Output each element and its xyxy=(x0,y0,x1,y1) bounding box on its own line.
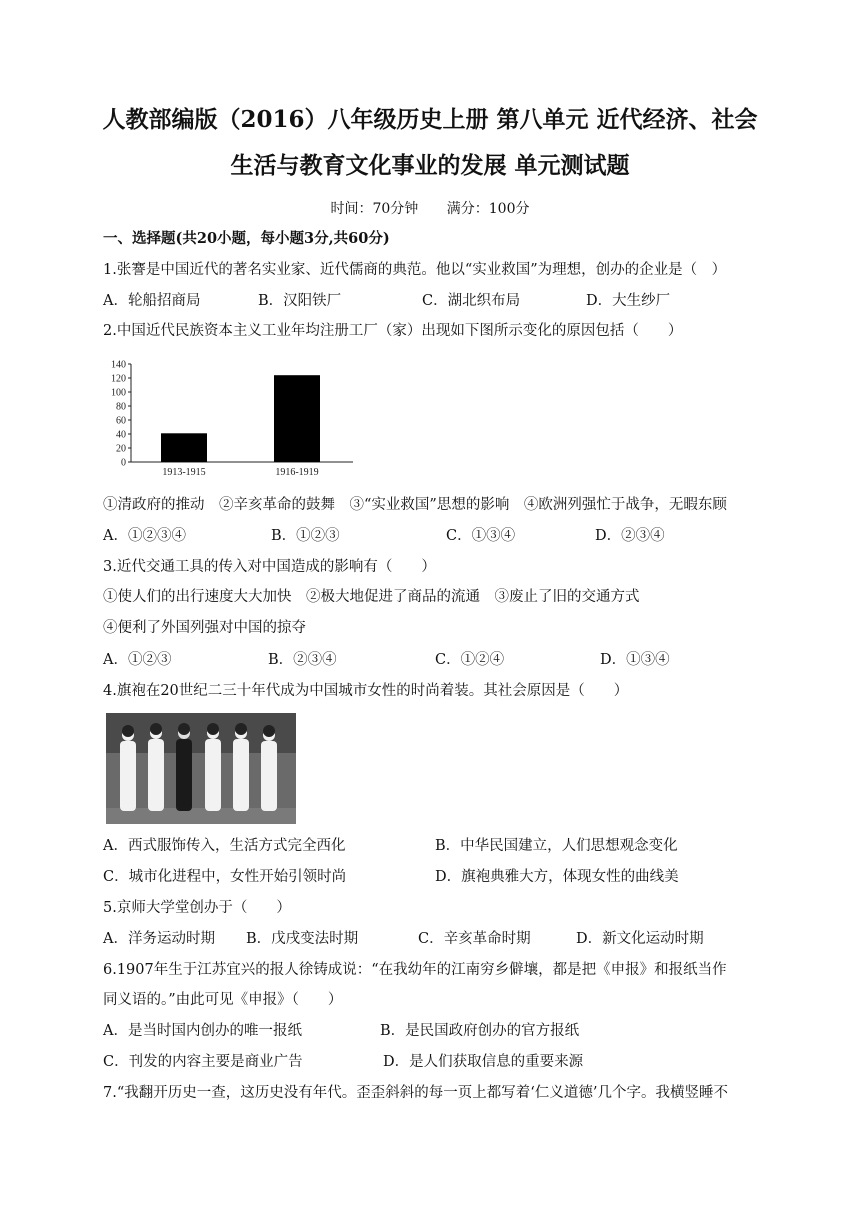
chart-y-tick-label: 60 xyxy=(116,415,126,427)
q3-option-d: D．①③④ xyxy=(600,652,670,668)
q1-option-d: D．大生纱厂 xyxy=(586,293,671,309)
question-1-stem: 1.张謇是中国近代的著名实业家、近代儒商的典范。他以“实业救国”为理想，创办的企业是（ ） xyxy=(103,262,727,278)
qipao-women-photo xyxy=(106,713,296,824)
question-3-stem: 3.近代交通工具的传入对中国造成的影响有（ ） xyxy=(103,559,436,575)
question-6-stem-2: 同义语的。”由此可见《申报》（ ） xyxy=(103,992,343,1008)
q4-option-a: A．西式服饰传入，生活方式完全西化 xyxy=(103,838,346,854)
document-title-line2: 生活与教育文化事业的发展 单元测试题 xyxy=(230,152,630,179)
q5-option-a: A．洋务运动时期 xyxy=(103,931,215,947)
q2-option-c: C．①③④ xyxy=(446,528,516,544)
q4-option-d: D．旗袍典雅大方，体现女性的曲线美 xyxy=(435,869,679,885)
question-2-items: ①清政府的推动 ②辛亥革命的鼓舞 ③“实业救国”思想的影响 ④欧洲列强忙于战争，无暇东顾 xyxy=(103,497,727,513)
q2-option-d: D．②③④ xyxy=(595,528,665,544)
section-heading: 一、选择题(共20小题，每小题3分,共60分) xyxy=(103,230,390,247)
chart-y-tick-label: 20 xyxy=(116,443,126,455)
q5-option-c: C．辛亥革命时期 xyxy=(418,931,531,947)
chart-y-tick-label: 80 xyxy=(116,401,126,413)
exam-meta xyxy=(0,198,860,218)
question-4-stem: 4.旗袍在20世纪二三十年代成为中国城市女性的时尚着装。其社会原因是（ ） xyxy=(103,683,629,699)
chart-bar xyxy=(161,433,207,462)
chart-y-tick-label: 120 xyxy=(111,373,126,385)
chart-y-tick-label: 0 xyxy=(121,457,126,469)
question-6-stem-1: 6.1907年生于江苏宜兴的报人徐铸成说：“在我幼年的江南穷乡僻壤，都是把《申报》和报纸当作 xyxy=(103,962,727,978)
exam-score: 满分：100分 xyxy=(446,201,530,217)
q5-option-d: D．新文化运动时期 xyxy=(576,931,704,947)
q2-option-a: A．①②③④ xyxy=(103,528,186,544)
q6-option-a: A．是当时国内创办的唯一报纸 xyxy=(103,1023,302,1039)
q4-option-c: C．城市化进程中，女性开始引领时尚 xyxy=(103,869,347,885)
question-3-items-2: ④便利了外国列强对中国的掠夺 xyxy=(103,620,306,636)
q1-option-a: A．轮船招商局 xyxy=(103,293,201,309)
question-7-stem: 7.“我翻开历史一查，这历史没有年代。歪歪斜斜的每一页上都写着‘仁义道德’几个字。我横竖睡不 xyxy=(103,1085,728,1101)
q3-option-c: C．①②④ xyxy=(435,652,505,668)
document-title-line1: 人教部编版（2016）八年级历史上册 第八单元 近代经济、社会 xyxy=(102,106,758,133)
q5-option-b: B．戊戌变法时期 xyxy=(246,931,359,947)
question-2-stem: 2.中国近代民族资本主义工业年均注册工厂（家）出现如下图所示变化的原因包括（ ） xyxy=(103,323,683,339)
question-3-items-1: ①使人们的出行速度大大加快 ②极大地促进了商品的流通 ③废止了旧的交通方式 xyxy=(103,589,640,605)
q3-option-b: B．②③④ xyxy=(268,652,337,668)
chart-y-tick-label: 140 xyxy=(111,359,126,371)
exam-time: 时间：70分钟 xyxy=(330,201,419,217)
chart-category-label: 1916-1919 xyxy=(275,467,319,478)
q6-option-c: C．刊发的内容主要是商业广告 xyxy=(103,1054,303,1070)
q6-option-b: B．是民国政府创办的官方报纸 xyxy=(380,1023,580,1039)
chart-category-label: 1913-1915 xyxy=(162,467,206,478)
q1-option-c: C．湖北织布局 xyxy=(422,293,521,309)
factory-bar-chart xyxy=(103,358,358,478)
chart-y-tick-label: 40 xyxy=(116,429,126,441)
q2-option-b: B．①②③ xyxy=(271,528,340,544)
q3-option-a: A．①②③ xyxy=(103,652,172,668)
q6-option-d: D．是人们获取信息的重要来源 xyxy=(383,1054,584,1070)
question-5-stem: 5.京师大学堂创办于（ ） xyxy=(103,900,291,916)
q1-option-b: B．汉阳铁厂 xyxy=(258,293,342,309)
chart-bar xyxy=(274,375,320,462)
q4-option-b: B．中华民国建立，人们思想观念变化 xyxy=(435,838,678,854)
chart-y-tick-label: 100 xyxy=(111,387,126,399)
